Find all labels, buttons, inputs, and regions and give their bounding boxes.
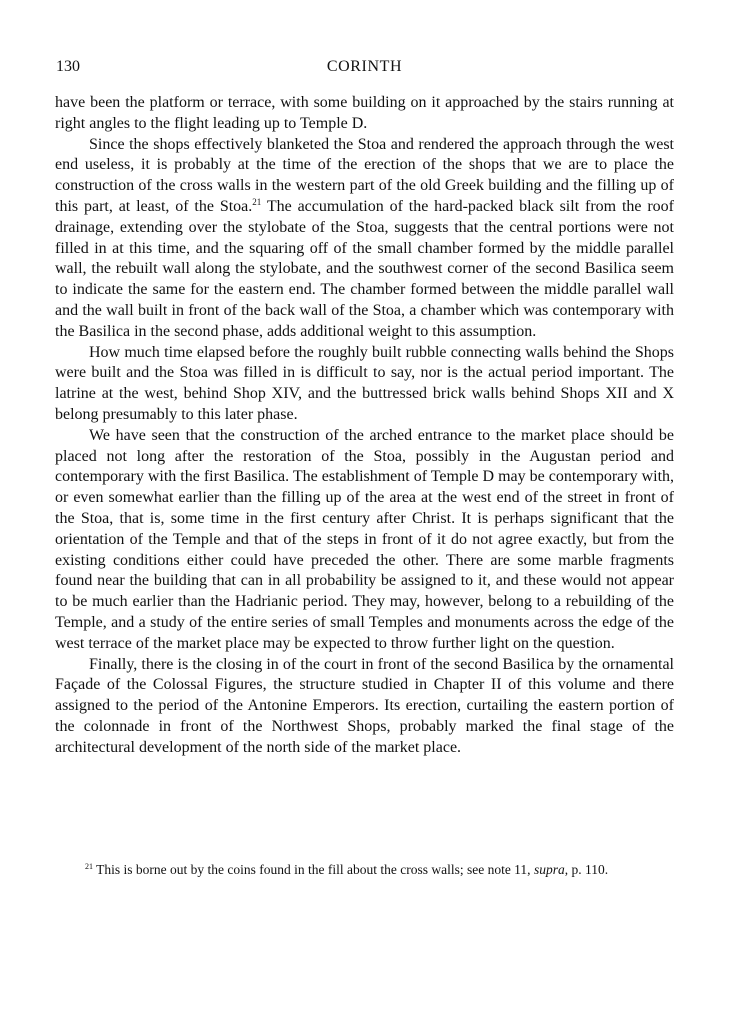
paragraph-4: We have seen that the construction of the arched entrance to the market place should be placed not long after the restoration of the Stoa, possibly in the Augustan period and contemporary with the first Basilica. The establishment of Temple D may be contemporary with, or even somewhat earlier than the filling up of the area at the west end of the street in front of the Stoa, that is, some time in the first century after Christ. It is perhaps significant that the orientation of the Temple and that of the steps in front of it do not agree exactly, but from the existing conditions either could have preceded the other. There are some marble fragments found near the building that can in all probability be assigned to it, and these would not appear to be much earlier than the Hadrianic period. They may, however, belong to a rebuilding of the Temple, and a study of the entire series of small Temples and monuments across the edge of the west terrace of the market place may be expected to throw further light on the question. [55,426,675,652]
page-header [56,58,673,80]
paragraph-1: have been the platform or terrace, with some building on it approached by the stairs running at right angles to the flight leading up to Temple D. [55,94,674,132]
paragraph-2-text-a: Since the shops effectively blanketed the Stoa and rendered the approach through the west end useless, it is probably at the time of the erection of the shops that we are to place the construction of the cross walls in the western part of the old Greek building and the filling up of this part, at least, of the Stoa. [55,135,674,215]
footnote-text-a: This is borne out by the coins found in the fill about the cross walls; see note 11, [93,862,534,877]
footnote-ref-21[interactable]: 21 [252,196,262,207]
page-number: 130 [56,58,80,75]
paragraph-2-text-b: The accumulation of the hard-packed black silt from the roof drainage, extending over the stylobate of the Stoa, suggests that the central portions were not filled in at this time, and the squaring off of the small chamber formed by the middle parallel wall, the rebuilt wall along the stylobate, and the southwest corner of the second Basilica seem to indicate the same for the eastern end. The chamber formed between the middle parallel wall and the wall built in front of the back wall of the Stoa, a chamber which was contemporary with the Basilica in the second phase, adds additional weight to this assumption. [55,197,674,340]
paragraph-5: Finally, there is the closing in of the court in front of the second Basilica by the ornamental Façade of the Colossal Figures, the structure studied in Chapter II of this volume and there assigned to the period of the Antonine Emperors. Its erection, curtailing the eastern portion of the colonnade in front of the Northwest Shops, probably marked the final stage of the architectural development of the north side of the market place. [55,655,674,756]
footnote-number: 21 [85,862,93,871]
paragraph-3: How much time elapsed before the roughly built rubble connecting walls behind the Shops were built and the Stoa was filled in is difficult to say, nor is the actual period important. The latrine at the west, behind Shop XIV, and the buttressed brick walls behind Shops XII and X belong presumably to this later phase. [55,343,674,423]
footnote-text-b: , p. 110. [564,862,609,877]
footnote-21 [55,861,674,879]
paragraph-2 [55,135,674,343]
footnote-italic: supra [533,862,565,877]
body-text [55,93,674,759]
running-head: CORINTH [326,58,403,75]
